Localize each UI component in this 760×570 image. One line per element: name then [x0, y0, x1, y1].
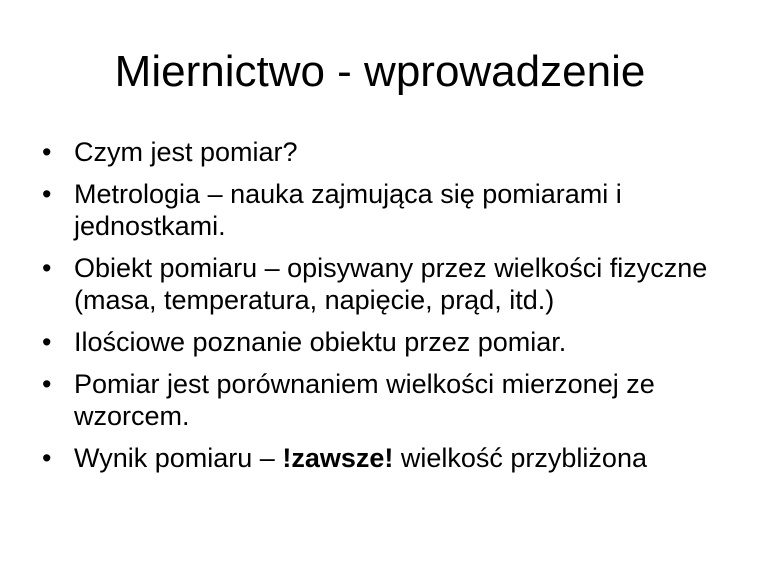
- bullet-text-prefix: Wynik pomiaru –: [74, 443, 283, 473]
- bullet-item: [42, 178, 742, 242]
- bullet-item: [42, 442, 742, 474]
- bullet-text: Metrologia – nauka zajmująca się pomiarami i jednostkami.: [74, 179, 622, 241]
- bullet-text: Pomiar jest porównaniem wielkości mierzonej ze wzorcem.: [74, 369, 655, 431]
- bullet-dot-icon: •: [42, 369, 52, 399]
- bullet-item: [42, 136, 742, 168]
- bullet-dot-icon: •: [42, 443, 52, 473]
- bullet-dot-icon: •: [42, 137, 52, 167]
- bullet-dot-icon: •: [42, 327, 52, 357]
- bullet-dot-icon: •: [42, 179, 52, 209]
- bullet-text-emphasis: !zawsze!: [282, 443, 394, 473]
- bullet-text: Obiekt pomiaru – opisywany przez wielkości fizyczne (masa, temperatura, napięcie, prąd, itd.): [74, 253, 708, 315]
- bullet-text-suffix: wielkość przybliżona: [393, 443, 647, 473]
- slide-title: Miernictwo - wprowadzenie: [114, 47, 646, 96]
- bullet-text: Czym jest pomiar?: [74, 137, 298, 167]
- bullet-item: [42, 326, 742, 358]
- bullet-item: [42, 368, 742, 432]
- bullet-list: [42, 136, 742, 484]
- bullet-dot-icon: •: [42, 253, 52, 283]
- bullet-text: Ilościowe poznanie obiektu przez pomiar.: [74, 327, 567, 357]
- bullet-item: [42, 252, 742, 316]
